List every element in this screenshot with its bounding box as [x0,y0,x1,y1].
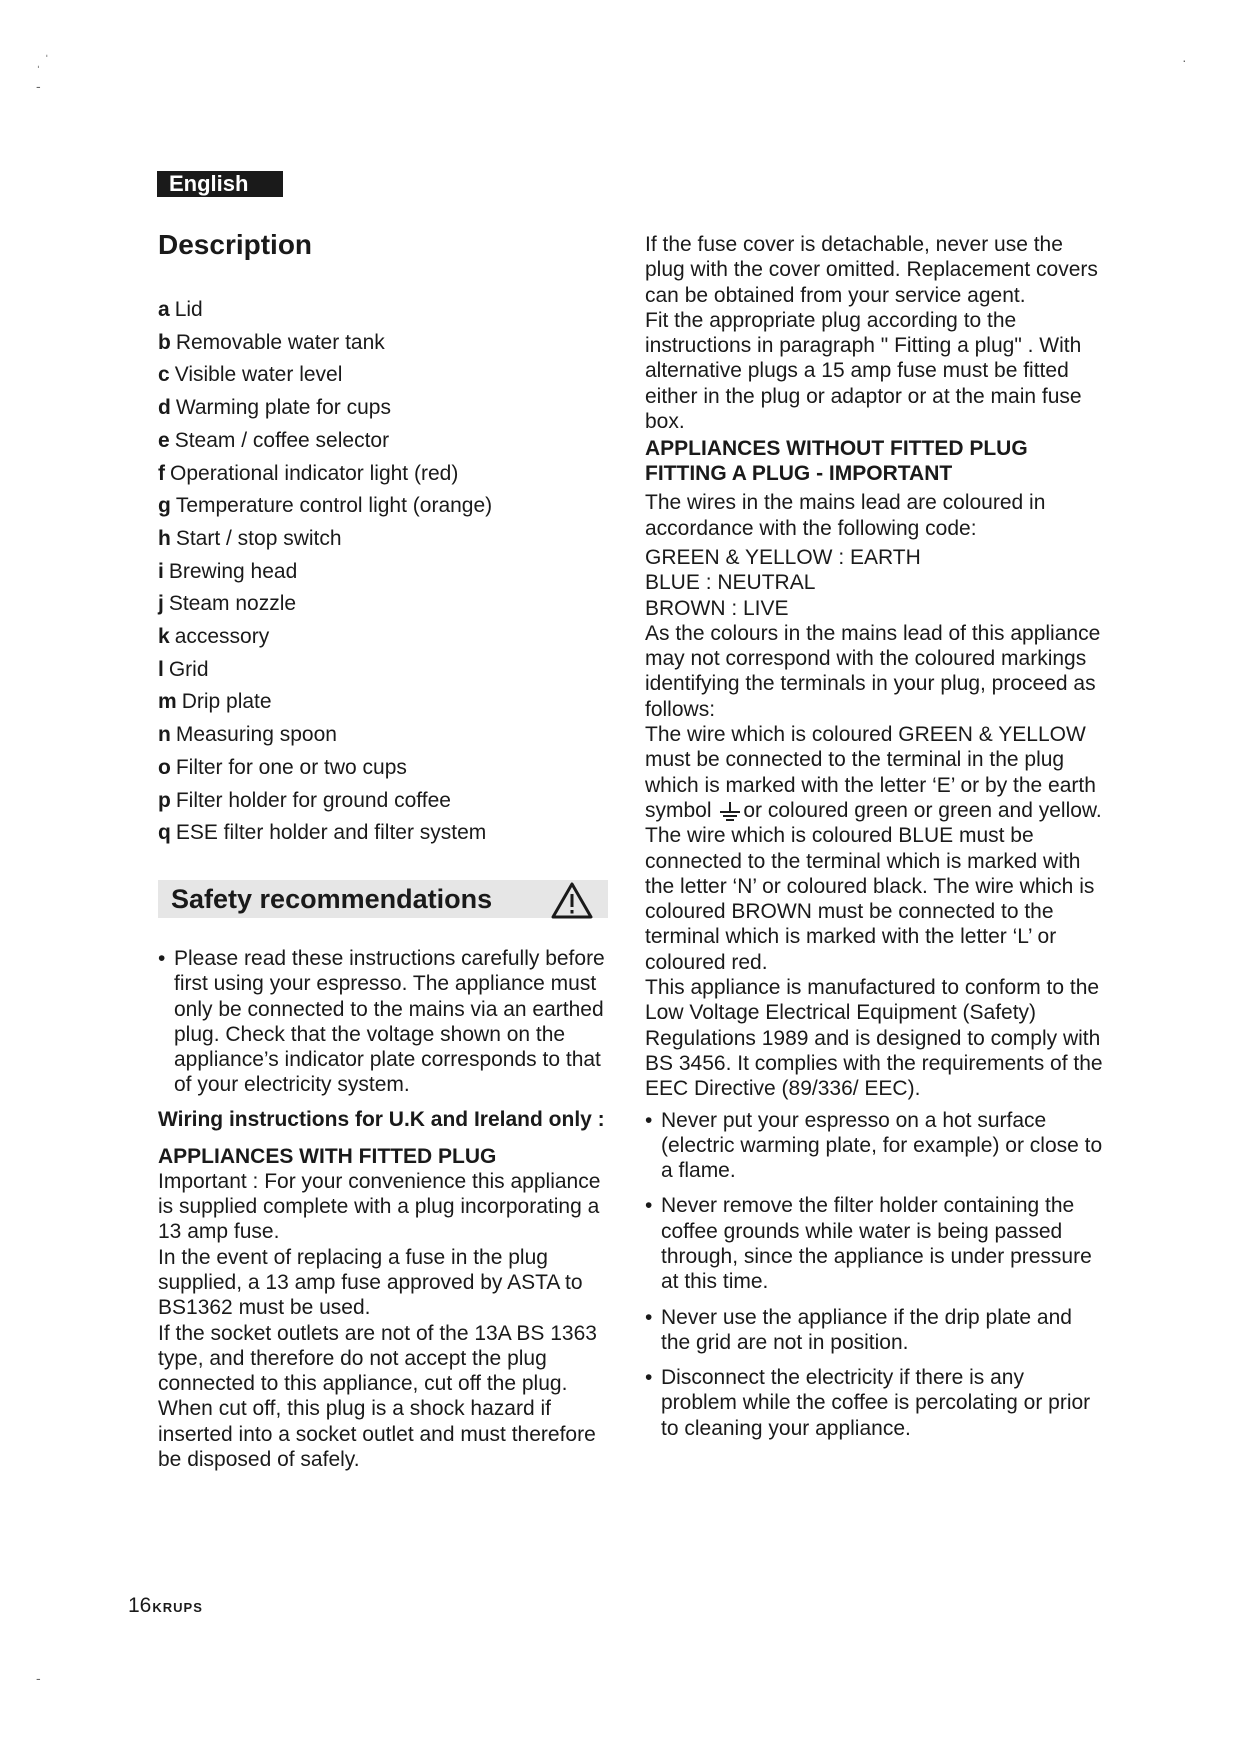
bullet-dot: • [645,1366,653,1390]
part-label: accessory [174,625,270,649]
page-footer [128,1594,203,1618]
part-label: ESE filter holder and filter system [175,821,487,845]
list-item [158,654,613,687]
code-blue: BLUE : NEUTRAL [645,571,816,595]
part-letter: k [158,625,170,649]
list-item [158,294,613,327]
part-letter: q [158,821,171,845]
safety-heading-bar [158,880,608,918]
bullet-dot: • [158,946,166,970]
safety-bullet-text: Disconnect the electricity if there is any problem while the coffee is percolating or prior to cleaning your appliance. [661,1366,1091,1440]
list-item [645,1365,1105,1441]
earth-text-before: The wire which is coloured GREEN & YELLOW must be connected to the terminal in the plug which is marked with the letter ‘E’ or by the earth symbol [645,723,1096,822]
part-letter: m [158,690,177,714]
wires-intro: The wires in the mains lead are coloured in accordance with the following code: [645,491,1046,540]
part-label: Start / stop switch [175,526,342,550]
parts-list [158,294,613,850]
earth-symbol-icon [719,801,741,823]
list-item [158,817,613,850]
part-letter: d [158,396,171,420]
scan-mark-top-right: · [1182,52,1187,68]
scan-mark-top-left: ˌ ˈ [36,52,50,68]
part-letter: e [158,428,170,452]
list-item [158,359,613,392]
list-item [158,686,613,719]
bullet-dot: • [645,1108,653,1132]
list-item [158,719,613,752]
part-letter: j [158,592,164,616]
wiring-heading: Wiring instructions for U.K and Ireland only : [158,1107,605,1131]
scan-mark-left: - [36,78,41,94]
fitted-plug-paragraph: Important : For your convenience this appliance is supplied complete with a plug incorporating a 13 amp fuse. [158,1169,601,1244]
bullet-dot: • [645,1305,653,1329]
part-label: Operational indicator light (red) [170,461,459,485]
fuse-paragraphs [645,232,1105,434]
list-item [158,785,613,818]
part-letter: n [158,723,171,747]
list-item [158,588,613,621]
safety-bullet-text: Never put your espresso on a hot surface (electric warming plate, for example) or close to a flame. [661,1108,1103,1183]
part-letter: c [158,363,170,387]
part-letter: f [158,461,165,485]
part-label: Lid [174,298,203,321]
list-item [158,946,613,1098]
warning-triangle-icon [550,880,594,920]
code-green: GREEN & YELLOW : EARTH [645,545,921,569]
part-letter: p [158,788,171,812]
list-item [158,490,613,523]
part-letter: i [158,559,164,583]
list-item [158,621,613,654]
part-letter: b [158,330,171,354]
fuse-paragraph: If the fuse cover is detachable, never use the plug with the cover omitted. Replacement covers can be obtained from your service agent. [645,233,1098,307]
fuse-paragraph: Fit the appropriate plug according to the instructions in paragraph " Fitting a plug" . With alternative plugs a 15 amp fuse must be fitted either in the plug or adaptor or at the main fuse box. [645,308,1082,434]
part-label: Filter for one or two cups [175,755,407,779]
part-letter: a [158,298,170,321]
part-label: Steam nozzle [168,592,297,616]
part-label: Steam / coffee selector [174,428,390,452]
part-label: Visible water level [174,363,343,387]
right-bullets [645,1108,1105,1442]
language-tab: English [157,171,283,197]
fitted-plug-paragraph: If the socket outlets are not of the 13A BS 1363 type, and therefore do not accept the plug connected to this appliance, cut off the plug. [158,1321,597,1396]
list-item [645,1305,1105,1356]
part-letter: h [158,526,171,550]
part-label: Drip plate [181,690,272,714]
part-label: Removable water tank [175,330,385,354]
part-letter: l [158,657,164,681]
part-letter: g [158,494,171,518]
list-item [158,458,613,491]
without-plug-heading: APPLIANCES WITHOUT FITTED PLUG [645,437,1028,461]
list-item [158,327,613,360]
part-label: Filter holder for ground coffee [175,788,451,812]
page-number: 16 [128,1594,152,1617]
list-item [645,1193,1105,1294]
earth-paragraph [645,722,1105,975]
safety-intro [158,946,613,1098]
list-item [158,425,613,458]
code-brown: BROWN : LIVE [645,596,789,620]
fitted-plug-paragraph: In the event of replacing a fuse in the plug supplied, a 13 amp fuse approved by ASTA to BS1362 must be used. [158,1245,583,1320]
fitted-plug-paragraph: When cut off, this plug is a shock hazard if inserted into a socket outlet and must therefore be disposed of safely. [158,1397,596,1471]
safety-bullet-text: Never use the appliance if the drip plate and the grid are not in position. [661,1305,1072,1354]
fitted-plug-heading: APPLIANCES WITH FITTED PLUG [158,1144,497,1168]
proceed-text: As the colours in the mains lead of this appliance may not correspond with the coloured markings identifying the terminals in your plug, proceed as follows: [645,621,1101,721]
right-column [645,232,1105,1451]
part-label: Warming plate for cups [175,396,391,420]
part-letter: o [158,755,171,779]
list-item [158,752,613,785]
safety-bullet-text: Never remove the filter holder containing the coffee grounds while water is being passed through, since the appliance is under pressure at this time. [661,1194,1092,1294]
fitted-plug-paragraphs [158,1169,613,1473]
intro-bullet-text: Please read these instructions carefully before first using your espresso. The appliance must only be connected to the mains via an earthed plug. Check that the voltage shown on the appliance’s indicator plate corresponds to that of your electricity system. [174,946,605,1097]
part-label: Grid [168,657,209,681]
list-item [645,1108,1105,1184]
list-item [158,523,613,556]
scan-mark-bottom-left: - [36,1670,41,1686]
brand-logo: KRUPS [152,1600,203,1615]
safety-title: Safety recommendations [171,883,493,914]
bullet-dot: • [645,1194,653,1218]
left-column [158,228,613,1472]
earth-text-after: or coloured green or green and yellow. The wire which is coloured BLUE must be connected to the terminal which is marked with the letter ‘N’ or coloured black. The wire which is coloured BROWN must be connected to the terminal which is marked with the letter ‘L’ or coloured red. [645,798,1102,974]
part-label: Temperature control light (orange) [175,494,493,518]
part-label: Brewing head [168,559,298,583]
fitting-plug-heading: FITTING A PLUG - IMPORTANT [645,462,953,486]
conform-text: This appliance is manufactured to conform to the Low Voltage Electrical Equipment (Safety) Regulations 1989 and is designed to comply with BS 3456. It complies with the requirements of the EEC Directive (89/336/ EEC). [645,976,1103,1101]
list-item [158,556,613,589]
description-title: Description [158,229,313,260]
part-label: Measuring spoon [175,723,337,747]
list-item [158,392,613,425]
